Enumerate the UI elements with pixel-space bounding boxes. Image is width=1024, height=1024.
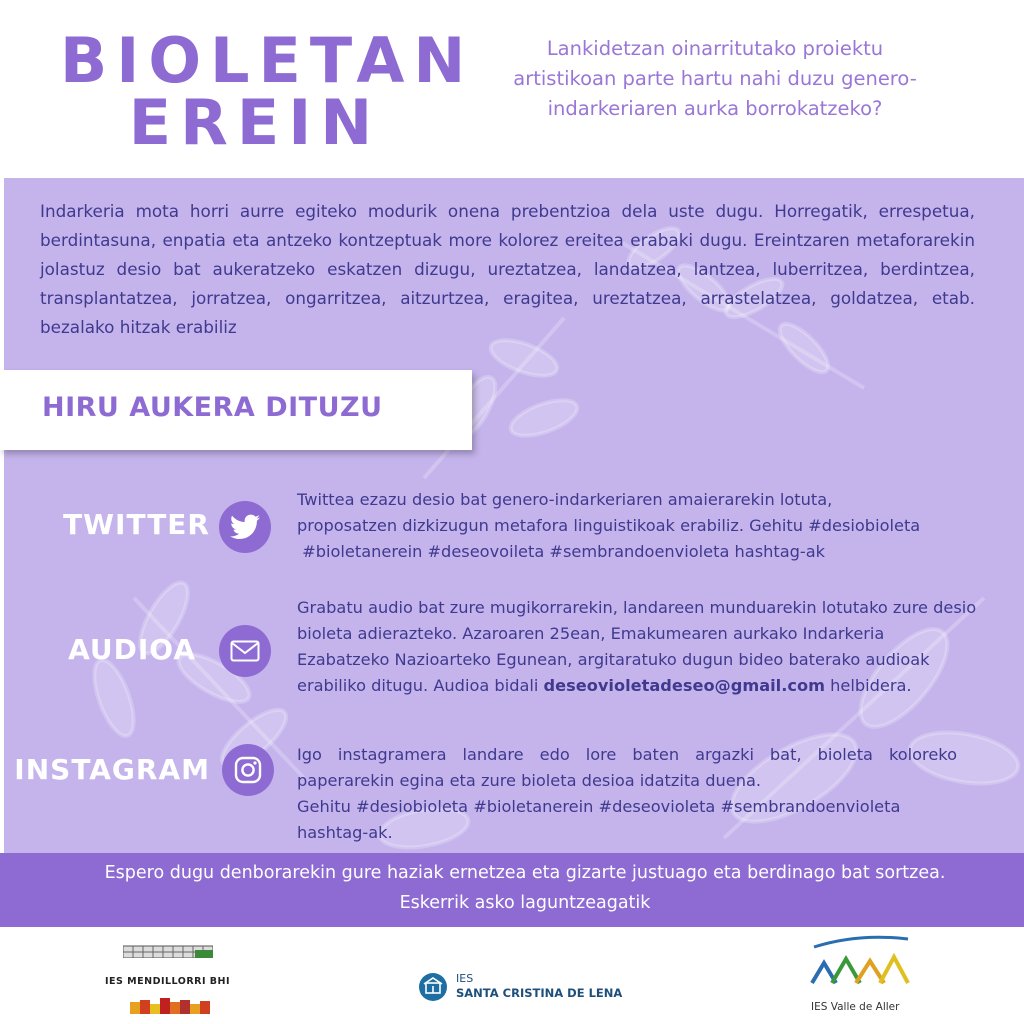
twitter-line-1: Twittea ezazu desio bat genero-indarkeriaren amaierarekin lotuta,	[297, 490, 833, 509]
intro-paragraph: Indarkeria mota horri aurre egiteko modurik onena prebentzioa dela uste dugu. Horregatik, errespetua, berdintasuna, enpatia eta antzeko kontzeptuak more kolorez ereitea erabaki dugu. Ereintzaren metaforarekin jolastuz desio bat aukeratzeko eskatzen dizugu, ureztatzea, landatzea, lantzea, luberritzea, berdintzea, transplantatzea, jorratzea, ongarritzea, aitzurtzea, eragitea, ureztatzea, arrastelatzea, goldatzea, etab. bezalako hitzak erabiliz	[40, 201, 975, 337]
title-line-2: EREIN	[128, 86, 382, 159]
twitter-bird-glyph	[230, 514, 260, 540]
twitter-line-3: #bioletanerein #deseovoileta #sembrandoenvioleta hashtag-ak	[297, 542, 826, 561]
instagram-hashtags: Gehitu #desiobioleta #bioletanerein #deseovioleta #sembrandoenvioleta hashtag-ak.	[297, 797, 901, 842]
twitter-label: TWITTER	[63, 508, 210, 541]
twitter-icon[interactable]	[219, 501, 271, 553]
audioa-description	[297, 595, 977, 699]
subtitle: Lankidetzan oinarritutako proiektu artistikoan parte hartu nahi duzu genero-indarkeriaren aurka borrokatzeko?	[513, 37, 917, 120]
closing-message	[40, 858, 1010, 918]
audioa-text: Grabatu audio bat zure mugikorrarekin, landareen munduarekin lotutako zure desio bioleta adierazteko. Azaroaren 25ean, Emakumearen aurkako Indarkeria Ezabatzeko Nazioarteko Egunean, argitaratuko dugun bideo baterako audioak erabiliko ditugu. Audioa bidali	[297, 598, 977, 695]
school-emblem-icon	[418, 972, 448, 1002]
instagram-label: INSTAGRAM	[14, 753, 210, 786]
instagram-description	[297, 742, 957, 846]
page-title	[60, 24, 475, 159]
mendillorri-name: IES MENDILLORRI BHI	[105, 976, 231, 987]
audioa-text-end: helbidera.	[824, 676, 912, 695]
envelope-glyph	[230, 640, 260, 662]
options-heading: HIRU AUKERA DITUZU	[42, 392, 383, 423]
logo-valle-aller	[805, 933, 915, 1021]
logo-santa-cristina	[418, 970, 638, 1006]
mountains-icon	[808, 933, 912, 989]
audioa-email-link[interactable]: deseovioletadeseo@gmail.com	[543, 676, 825, 695]
audioa-label: AUDIOA	[68, 633, 196, 666]
instagram-glyph	[233, 755, 263, 785]
valle-aller-name: IES Valle de Aller	[811, 1001, 900, 1013]
colored-bars-icon	[130, 998, 210, 1014]
title-line-1: BIOLETAN	[60, 24, 475, 97]
closing-line-1: Espero dugu denborarekin gure haziak ernetzea eta gizarte justuago eta berdinago bat sortzea.	[104, 863, 946, 883]
santa-cristina-ies: IES	[456, 972, 474, 985]
envelope-icon[interactable]	[219, 625, 271, 677]
santa-cristina-name: SANTA CRISTINA DE LENA	[456, 986, 623, 1000]
closing-line-2: Eskerrik asko laguntzeagatik	[399, 893, 651, 913]
instagram-icon[interactable]	[222, 744, 274, 796]
instagram-paragraph: Igo instagramera landare edo lore baten argazki bat, bioleta koloreko paperarekin egina eta zure bioleta desioa idatzita duena.	[297, 745, 957, 790]
twitter-description	[297, 487, 977, 565]
school-building-icon	[123, 944, 213, 958]
twitter-line-2: proposatzen dizkizugun metafora linguistikoak erabiliz. Gehitu #desiobioleta	[297, 516, 921, 535]
logo-mendillorri	[105, 940, 245, 1020]
